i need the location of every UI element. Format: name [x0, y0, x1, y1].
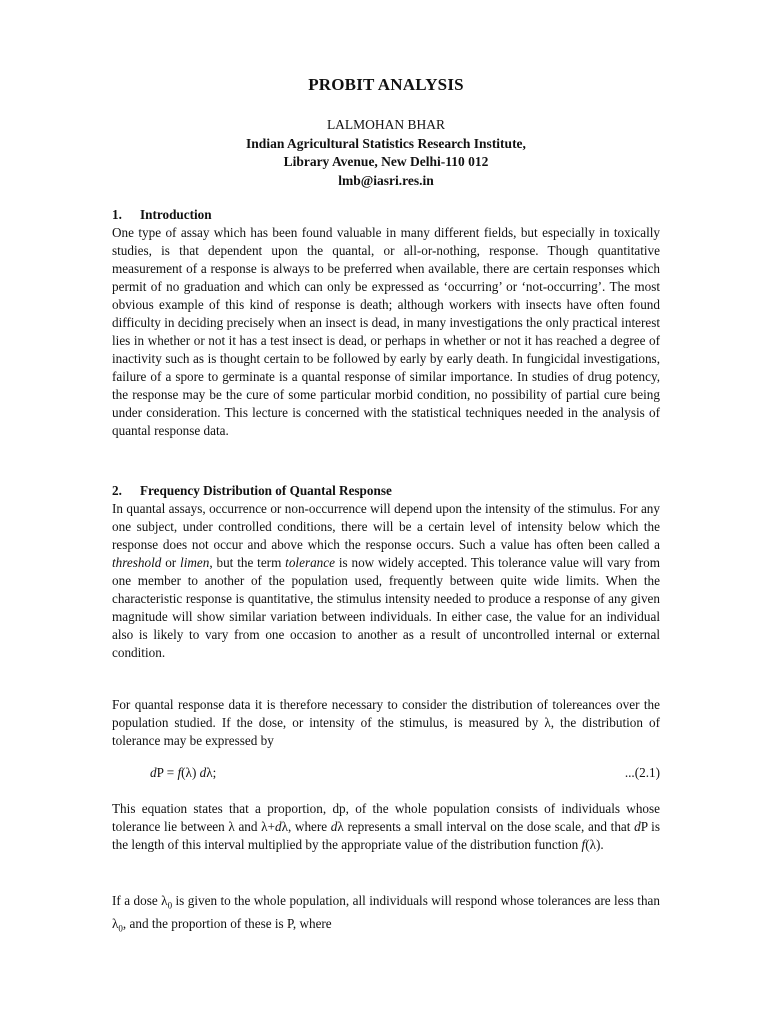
paragraph: This equation states that a proportion, dp, of the whole population consists of individuals whose tolerance lie between λ and λ+dλ, where dλ represents a small interval on the dose scale, and that dP is the length of this interval multiplied by the appropriate value of the distribution function f(λ). — [112, 801, 660, 852]
section-frequency-distribution — [112, 482, 660, 662]
author-block — [112, 116, 660, 190]
paragraph: For quantal response data it is therefore necessary to consider the distribution of tolereances over the population studied. If the dose, or intensity of the stimulus, is measured by λ, the distribution of tolerance may be expressed by — [112, 697, 660, 748]
section-heading — [112, 206, 660, 224]
equation-body: dP = f(λ) dλ; — [150, 765, 217, 780]
paragraph-equation-explanation — [112, 800, 660, 854]
section-number: 1. — [112, 207, 122, 222]
author-institute: Indian Agricultural Statistics Research Institute, — [246, 135, 526, 151]
equation-number: ...(2.1) — [624, 765, 660, 780]
author-email: lmb@iasri.res.in — [338, 172, 434, 188]
paragraph: In quantal assays, occurrence or non-occurrence will depend upon the intensity of the stimulus. For any one subject, under controlled conditions, there will be a certain level of intensity below which the response does not occur and above which the response occurs. Such a value has often been called a threshold or limen, but the term tolerance is now widely accepted. This tolerance value will vary from one member to another of the population used, frequently between quite wide limits. When the characteristic response is quantitative, the stimulus intensity needed to produce a response of any given magnitude will show similar variation between individuals. In either case, the value for an individual also is likely to vary from one occasion to another as a result of uncontrolled internal or external condition. — [112, 501, 660, 660]
equation-2-1 — [112, 764, 660, 782]
paragraph-distribution — [112, 696, 660, 750]
section-number: 2. — [112, 483, 122, 498]
author-name: LALMOHAN BHAR — [326, 117, 446, 132]
section-heading — [112, 482, 660, 500]
paragraph: If a dose $\lambda_0$ is given to the whole population, all individuals will respond whose tolerances are less than $\lambda_0$, and the proportion of these is P, where — [112, 893, 660, 934]
paragraph-dose — [112, 892, 660, 937]
paragraph: One type of assay which has been found valuable in many different fields, but especially in toxically studies, is that dependent upon the quantal, or all-or-nothing, response. Though quantitative measurement of a response is always to be preferred when available, there are certain responses which permit of no graduation and which can only be expressed as ‘occurring’ or ‘not-occurring’. The most obvious example of this kind of response is death; although workers with insects have often found difficulty in deciding precisely when an insect is dead, in many investigations the only practical interest lies in whether or not it has a test insect is dead, or perhaps in whether or not it has reached a degree of inactivity such as is thought certain to be followed by early by early death. In fungicidal investigations, failure of a spore to germinate is a quantal response of similar importance. In studies of drug potency, the response may be the cure of some particular morbid condition, no possibility of partial cure being under consideration. This lecture is concerned with the statistical techniques needed in the analysis of quantal response data. — [112, 225, 660, 438]
page-title: PROBIT ANALYSIS — [308, 75, 464, 94]
section-title: Introduction — [140, 207, 212, 222]
section-title: Frequency Distribution of Quantal Response — [140, 483, 392, 498]
section-introduction — [112, 206, 660, 440]
author-address: Library Avenue, New Delhi-110 012 — [283, 154, 489, 169]
